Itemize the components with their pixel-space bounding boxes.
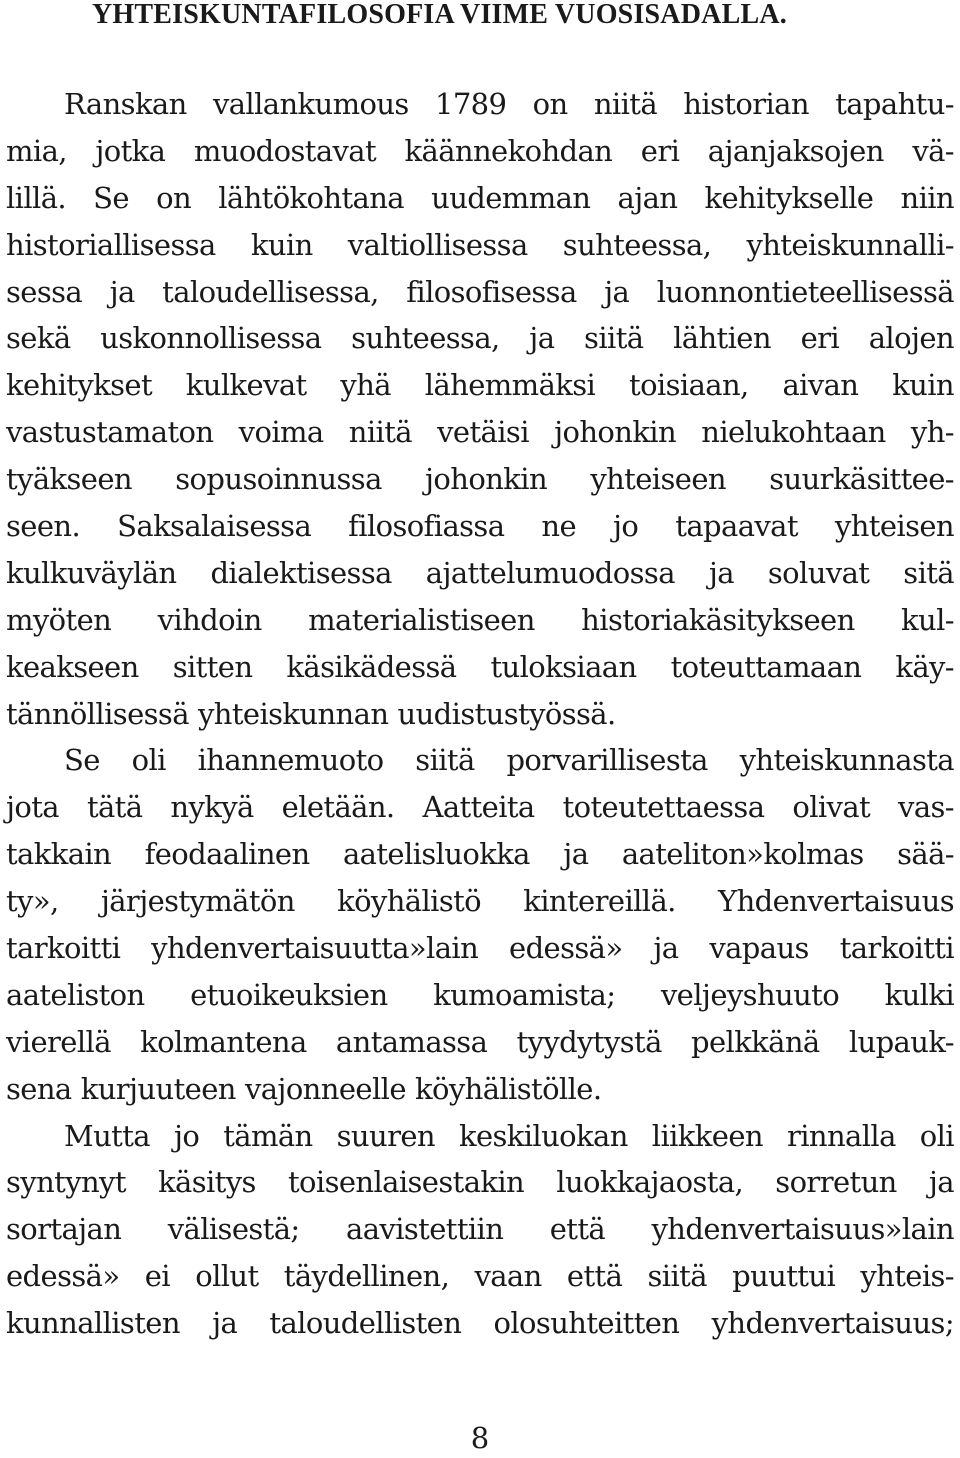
- text-line: Mutta jo tämän suuren keskiluokan liikkeen rinnalla oli: [64, 1118, 954, 1153]
- text-line: vierellä kolmantena antamassa tyydytystä pelkkänä lupauk-: [6, 1024, 954, 1059]
- text-line: lillä. Se on lähtökohtana uudemman ajan kehitykselle niin: [6, 180, 954, 215]
- text-line: aateliston etuoikeuksien kumoamista; veljeyshuuto kulki: [6, 977, 954, 1012]
- text-line: tyäkseen sopusoinnussa johonkin yhteiseen suurkäsittee-: [6, 462, 954, 497]
- text-line: jota tätä nykyä eletään. Aatteita toteutettaessa olivat vas-: [6, 790, 954, 825]
- body-text: [6, 81, 954, 1347]
- text-line: sortajan välisestä; aavistettiin että yhdenvertaisuus»lain: [6, 1212, 954, 1247]
- text-line: sekä uskonnollisessa suhteessa, ja siitä lähtien eri alojen: [6, 321, 954, 356]
- text-line: sena kurjuuteen vajonneelle köyhälistölle.: [6, 1071, 602, 1106]
- text-line: sessa ja taloudellisessa, filosofisessa ja luonnontieteellisessä: [6, 274, 954, 309]
- page-title: YHTEISKUNTAFILOSOFIA VIIME VUOSISADALLA.: [92, 0, 787, 30]
- text-line: mia, jotka muodostavat käännekohdan eri ajanjaksojen vä-: [6, 133, 954, 168]
- text-line: Se oli ihannemuoto siitä porvarillisesta yhteiskunnasta: [64, 743, 954, 778]
- text-line: myöten vihdoin materialistiseen historiakäsitykseen kul-: [6, 602, 954, 637]
- text-line: kulkuväylän dialektisessa ajattelumuodossa ja soluvat sitä: [6, 555, 954, 590]
- text-line: edessä» ei ollut täydellinen, vaan että siitä puuttui yhteis-: [6, 1259, 954, 1294]
- text-line: ty», järjestymätön köyhälistö kintereillä. Yhdenvertaisuus: [6, 884, 954, 919]
- text-line: kunnallisten ja taloudellisten olosuhteitten yhdenvertaisuus;: [6, 1306, 954, 1341]
- text-line: keakseen sitten käsikädessä tuloksiaan toteuttamaan käy-: [6, 649, 954, 684]
- text-line: historiallisessa kuin valtiollisessa suhteessa, yhteiskunnalli-: [6, 227, 954, 262]
- text-line: takkain feodaalinen aatelisluokka ja aateliton»kolmas sää-: [6, 837, 954, 872]
- text-line: tarkoitti yhdenvertaisuutta»lain edessä» ja vapaus tarkoitti: [6, 931, 954, 966]
- text-line: kehitykset kulkevat yhä lähemmäksi toisiaan, aivan kuin: [6, 368, 954, 403]
- text-line: seen. Saksalaisessa filosofiassa ne jo tapaavat yhteisen: [6, 509, 954, 544]
- text-line: syntynyt käsitys toisenlaisestakin luokkajaosta, sorretun ja: [6, 1165, 954, 1200]
- page-number: 8: [470, 1421, 490, 1455]
- text-line: vastustamaton voima niitä vetäisi johonkin nielukohtaan yh-: [6, 415, 954, 450]
- text-line: Ranskan vallankumous 1789 on niitä historian tapahtu-: [64, 87, 954, 121]
- text-line: tännöllisessä yhteiskunnan uudistustyössä.: [6, 696, 616, 731]
